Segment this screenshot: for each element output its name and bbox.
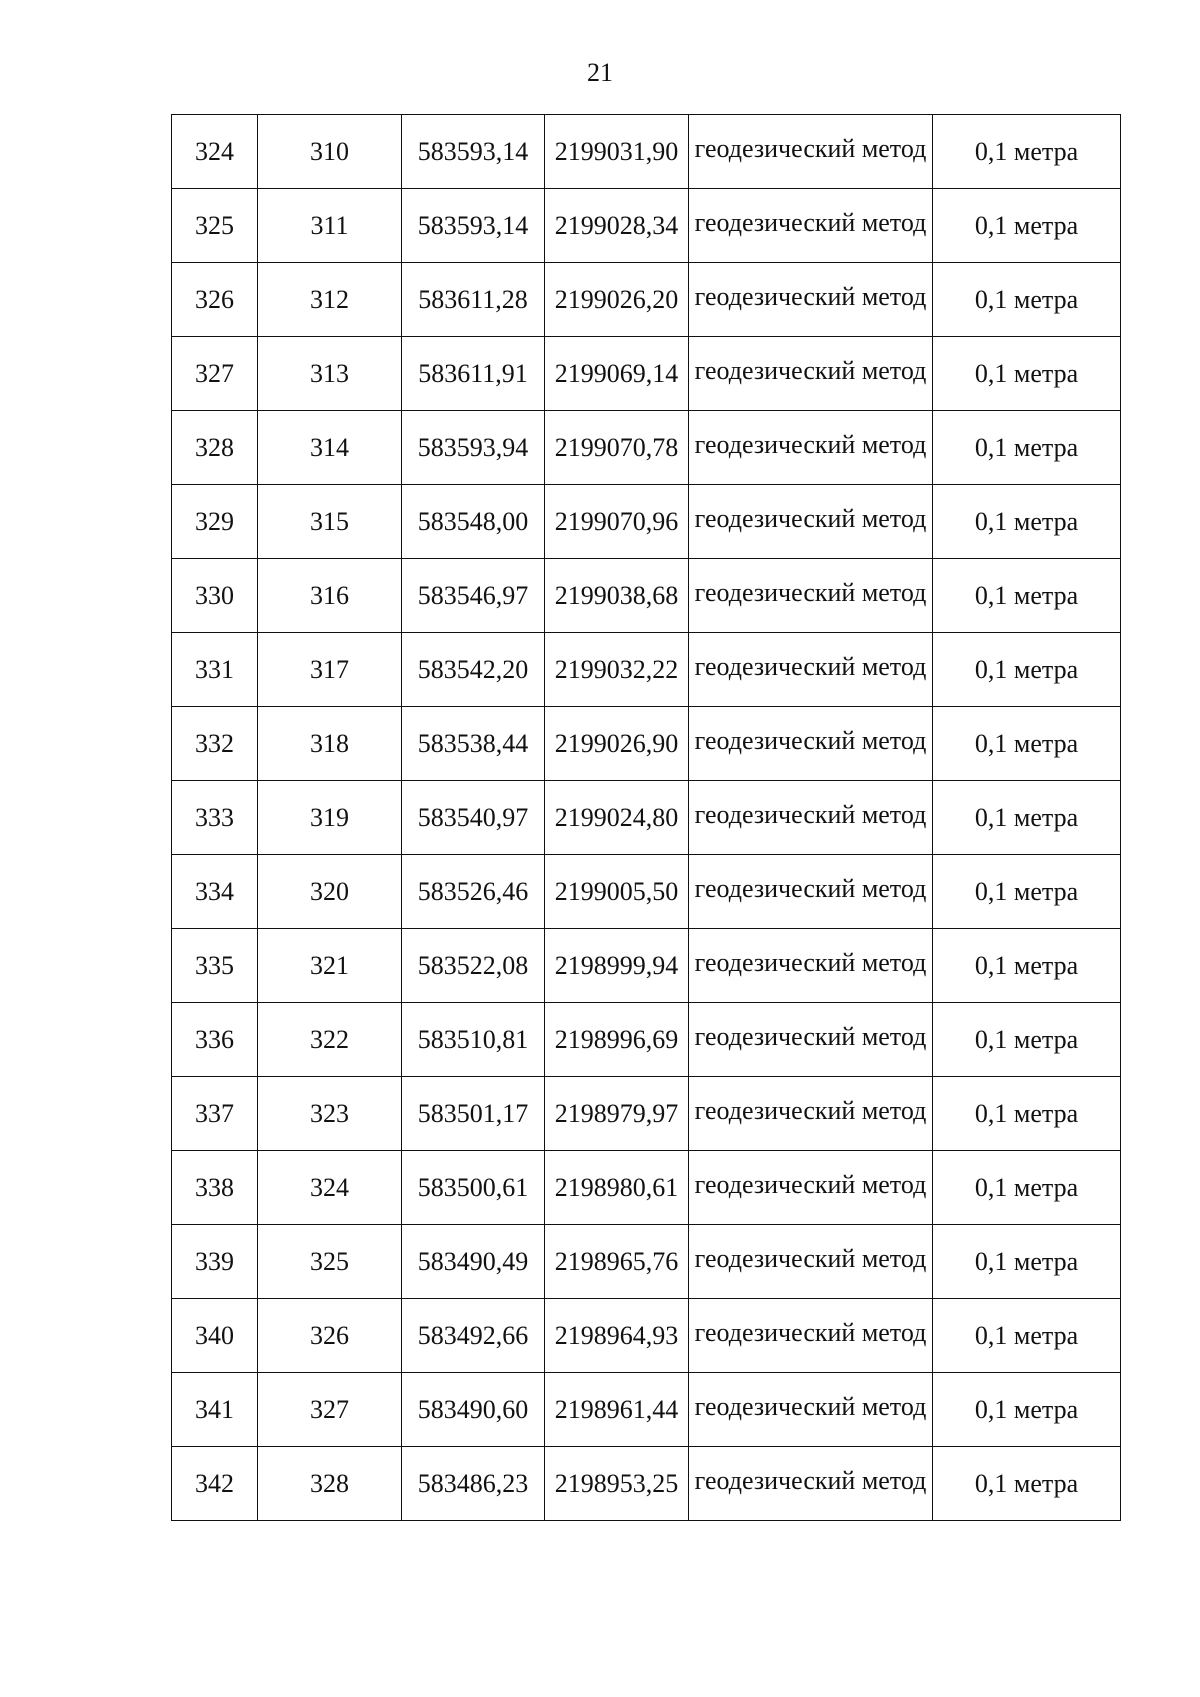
x-coordinate-cell: 583500,61 xyxy=(402,1151,545,1225)
accuracy-cell: 0,1 метра xyxy=(933,1225,1121,1299)
y-coordinate-cell: 2199028,34 xyxy=(545,189,689,263)
method-label: геодезический метод xyxy=(694,207,927,237)
point-number-cell: 314 xyxy=(258,411,402,485)
x-coordinate-cell: 583548,00 xyxy=(402,485,545,559)
point-number-cell: 311 xyxy=(258,189,402,263)
x-coordinate-cell: 583486,23 xyxy=(402,1447,545,1521)
method-cell xyxy=(689,411,933,485)
table-row xyxy=(172,337,1121,411)
point-number-cell: 315 xyxy=(258,485,402,559)
table-row xyxy=(172,929,1121,1003)
accuracy-cell: 0,1 метра xyxy=(933,1299,1121,1373)
accuracy-cell: 0,1 метра xyxy=(933,485,1121,559)
method-label: геодезический метод xyxy=(694,947,927,977)
x-coordinate-cell: 583611,28 xyxy=(402,263,545,337)
table-row xyxy=(172,1003,1121,1077)
y-coordinate-cell: 2198999,94 xyxy=(545,929,689,1003)
row-number-cell: 334 xyxy=(172,855,258,929)
point-number-cell: 317 xyxy=(258,633,402,707)
y-coordinate-cell: 2199024,80 xyxy=(545,781,689,855)
row-number-cell: 325 xyxy=(172,189,258,263)
table-row xyxy=(172,1151,1121,1225)
accuracy-cell: 0,1 метра xyxy=(933,929,1121,1003)
method-cell xyxy=(689,559,933,633)
page-number: 21 xyxy=(587,58,613,87)
accuracy-cell: 0,1 метра xyxy=(933,1151,1121,1225)
y-coordinate-cell: 2198979,97 xyxy=(545,1077,689,1151)
accuracy-cell: 0,1 метра xyxy=(933,263,1121,337)
point-number-cell: 316 xyxy=(258,559,402,633)
accuracy-cell: 0,1 метра xyxy=(933,337,1121,411)
table-row xyxy=(172,1077,1121,1151)
coordinates-table-body xyxy=(172,115,1121,1521)
accuracy-cell: 0,1 метра xyxy=(933,115,1121,189)
method-label: геодезический метод xyxy=(694,503,927,533)
method-label: геодезический метод xyxy=(694,725,927,755)
row-number-cell: 339 xyxy=(172,1225,258,1299)
table-row xyxy=(172,1447,1121,1521)
method-cell xyxy=(689,633,933,707)
row-number-cell: 332 xyxy=(172,707,258,781)
method-label: геодезический метод xyxy=(694,1391,927,1421)
method-label: геодезический метод xyxy=(694,281,927,311)
method-label: геодезический метод xyxy=(694,1465,927,1495)
accuracy-cell: 0,1 метра xyxy=(933,411,1121,485)
y-coordinate-cell: 2199069,14 xyxy=(545,337,689,411)
accuracy-cell: 0,1 метра xyxy=(933,1077,1121,1151)
method-cell xyxy=(689,1299,933,1373)
accuracy-cell: 0,1 метра xyxy=(933,855,1121,929)
row-number-cell: 327 xyxy=(172,337,258,411)
method-cell xyxy=(689,1151,933,1225)
method-cell xyxy=(689,485,933,559)
x-coordinate-cell: 583522,08 xyxy=(402,929,545,1003)
method-label: геодезический метод xyxy=(694,873,927,903)
method-cell xyxy=(689,1077,933,1151)
x-coordinate-cell: 583492,66 xyxy=(402,1299,545,1373)
method-label: геодезический метод xyxy=(694,133,927,163)
accuracy-cell: 0,1 метра xyxy=(933,1447,1121,1521)
method-label: геодезический метод xyxy=(694,355,927,385)
row-number-cell: 331 xyxy=(172,633,258,707)
method-cell xyxy=(689,707,933,781)
y-coordinate-cell: 2199005,50 xyxy=(545,855,689,929)
method-cell xyxy=(689,1003,933,1077)
table-row xyxy=(172,1373,1121,1447)
method-cell xyxy=(689,189,933,263)
row-number-cell: 328 xyxy=(172,411,258,485)
x-coordinate-cell: 583593,14 xyxy=(402,115,545,189)
method-cell xyxy=(689,781,933,855)
y-coordinate-cell: 2199032,22 xyxy=(545,633,689,707)
table-row xyxy=(172,855,1121,929)
point-number-cell: 318 xyxy=(258,707,402,781)
row-number-cell: 338 xyxy=(172,1151,258,1225)
point-number-cell: 312 xyxy=(258,263,402,337)
point-number-cell: 326 xyxy=(258,1299,402,1373)
point-number-cell: 328 xyxy=(258,1447,402,1521)
x-coordinate-cell: 583546,97 xyxy=(402,559,545,633)
accuracy-cell: 0,1 метра xyxy=(933,707,1121,781)
table-row xyxy=(172,411,1121,485)
y-coordinate-cell: 2198965,76 xyxy=(545,1225,689,1299)
table-row xyxy=(172,633,1121,707)
accuracy-cell: 0,1 метра xyxy=(933,189,1121,263)
x-coordinate-cell: 583593,14 xyxy=(402,189,545,263)
point-number-cell: 322 xyxy=(258,1003,402,1077)
method-label: геодезический метод xyxy=(694,1243,927,1273)
row-number-cell: 342 xyxy=(172,1447,258,1521)
method-cell xyxy=(689,337,933,411)
point-number-cell: 313 xyxy=(258,337,402,411)
point-number-cell: 319 xyxy=(258,781,402,855)
table-row xyxy=(172,189,1121,263)
point-number-cell: 310 xyxy=(258,115,402,189)
point-number-cell: 320 xyxy=(258,855,402,929)
x-coordinate-cell: 583611,91 xyxy=(402,337,545,411)
x-coordinate-cell: 583526,46 xyxy=(402,855,545,929)
accuracy-cell: 0,1 метра xyxy=(933,781,1121,855)
method-cell xyxy=(689,1225,933,1299)
y-coordinate-cell: 2199026,90 xyxy=(545,707,689,781)
accuracy-cell: 0,1 метра xyxy=(933,559,1121,633)
row-number-cell: 340 xyxy=(172,1299,258,1373)
x-coordinate-cell: 583593,94 xyxy=(402,411,545,485)
x-coordinate-cell: 583542,20 xyxy=(402,633,545,707)
row-number-cell: 329 xyxy=(172,485,258,559)
y-coordinate-cell: 2199031,90 xyxy=(545,115,689,189)
row-number-cell: 324 xyxy=(172,115,258,189)
method-cell xyxy=(689,855,933,929)
accuracy-cell: 0,1 метра xyxy=(933,1003,1121,1077)
method-cell xyxy=(689,115,933,189)
method-cell xyxy=(689,263,933,337)
point-number-cell: 324 xyxy=(258,1151,402,1225)
y-coordinate-cell: 2199026,20 xyxy=(545,263,689,337)
point-number-cell: 327 xyxy=(258,1373,402,1447)
row-number-cell: 333 xyxy=(172,781,258,855)
method-label: геодезический метод xyxy=(694,1095,927,1125)
method-cell xyxy=(689,929,933,1003)
row-number-cell: 337 xyxy=(172,1077,258,1151)
table-row xyxy=(172,559,1121,633)
y-coordinate-cell: 2198964,93 xyxy=(545,1299,689,1373)
coordinates-table xyxy=(171,114,1121,1521)
row-number-cell: 330 xyxy=(172,559,258,633)
x-coordinate-cell: 583490,60 xyxy=(402,1373,545,1447)
table-row xyxy=(172,707,1121,781)
y-coordinate-cell: 2199070,78 xyxy=(545,411,689,485)
row-number-cell: 336 xyxy=(172,1003,258,1077)
table-row xyxy=(172,1299,1121,1373)
x-coordinate-cell: 583490,49 xyxy=(402,1225,545,1299)
x-coordinate-cell: 583501,17 xyxy=(402,1077,545,1151)
x-coordinate-cell: 583538,44 xyxy=(402,707,545,781)
method-label: геодезический метод xyxy=(694,799,927,829)
method-cell xyxy=(689,1373,933,1447)
y-coordinate-cell: 2198996,69 xyxy=(545,1003,689,1077)
method-label: геодезический метод xyxy=(694,1169,927,1199)
y-coordinate-cell: 2198953,25 xyxy=(545,1447,689,1521)
row-number-cell: 326 xyxy=(172,263,258,337)
method-label: геодезический метод xyxy=(694,651,927,681)
y-coordinate-cell: 2199038,68 xyxy=(545,559,689,633)
accuracy-cell: 0,1 метра xyxy=(933,1373,1121,1447)
method-label: геодезический метод xyxy=(694,1317,927,1347)
table-row xyxy=(172,115,1121,189)
method-label: геодезический метод xyxy=(694,429,927,459)
y-coordinate-cell: 2198980,61 xyxy=(545,1151,689,1225)
accuracy-cell: 0,1 метра xyxy=(933,633,1121,707)
x-coordinate-cell: 583540,97 xyxy=(402,781,545,855)
point-number-cell: 321 xyxy=(258,929,402,1003)
table-row xyxy=(172,781,1121,855)
y-coordinate-cell: 2199070,96 xyxy=(545,485,689,559)
table-row xyxy=(172,1225,1121,1299)
row-number-cell: 341 xyxy=(172,1373,258,1447)
method-label: геодезический метод xyxy=(694,577,927,607)
method-cell xyxy=(689,1447,933,1521)
y-coordinate-cell: 2198961,44 xyxy=(545,1373,689,1447)
row-number-cell: 335 xyxy=(172,929,258,1003)
table-row xyxy=(172,485,1121,559)
method-label: геодезический метод xyxy=(694,1021,927,1051)
table-row xyxy=(172,263,1121,337)
point-number-cell: 325 xyxy=(258,1225,402,1299)
point-number-cell: 323 xyxy=(258,1077,402,1151)
x-coordinate-cell: 583510,81 xyxy=(402,1003,545,1077)
